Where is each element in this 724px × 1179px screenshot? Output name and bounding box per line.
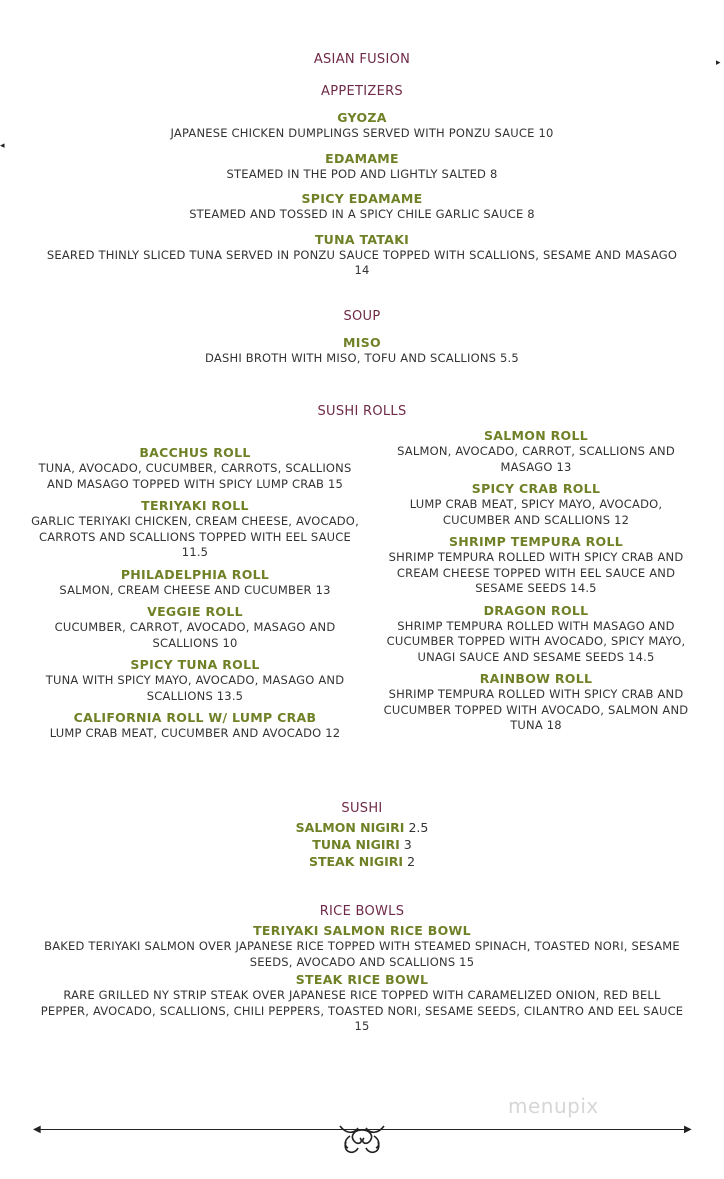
item-name: SPICY TUNA ROLL — [130, 657, 260, 672]
menu-item — [40, 836, 684, 853]
menu-item — [40, 819, 684, 836]
item-name: SPICY EDAMAME — [301, 191, 423, 206]
margin-arrow-icon: ▸ — [716, 58, 721, 68]
item-description: DASHI BROTH WITH MISO, TOFU AND SCALLIONS 5.5 — [205, 351, 519, 365]
item-description: TUNA, AVOCADO, CUCUMBER, CARROTS, SCALLIONS AND MASAGO TOPPED WITH SPICY LUMP CRAB 15 — [38, 461, 352, 491]
rice-bowls-list — [40, 923, 684, 1035]
item-description: STEAMED IN THE POD AND LIGHTLY SALTED 8 — [226, 166, 498, 181]
item-name: PHILADELPHIA ROLL — [120, 566, 270, 582]
item-description: SALMON, AVOCADO, CARROT, SCALLIONS AND MASAGO 13 — [397, 444, 675, 474]
menu-item — [30, 567, 360, 599]
item-price: 2 — [407, 854, 416, 869]
item-name: TUNA NIGIRI — [312, 837, 400, 852]
menu-item — [30, 498, 360, 561]
item-price: 2.5 — [408, 820, 429, 835]
menu-item — [40, 191, 684, 223]
item-price: 3 — [403, 837, 412, 852]
menu-item — [30, 604, 360, 651]
menu-heading: ASIAN FUSION — [313, 52, 411, 67]
item-description: SALMON, CREAM CHEESE AND CUCUMBER 13 — [59, 582, 331, 597]
item-name: STEAK RICE BOWL — [295, 972, 429, 987]
item-name: GYOZA — [337, 110, 387, 125]
menu-item — [40, 110, 684, 142]
menu-item — [40, 335, 684, 367]
menu-item — [378, 481, 694, 528]
sushi-rolls-right-column — [378, 428, 694, 740]
menu-item — [378, 671, 694, 734]
item-description: RARE GRILLED NY STRIP STEAK OVER JAPANESE RICE TOPPED WITH CARAMELIZED ONION, RED BELL PEPPER, AVOCADO, SCALLIONS, CHILI PEPPERS, TOASTED NORI, SESAME SEEDS, CILANTRO AND EEL SAUCE 15 — [40, 988, 684, 1033]
item-name: SPICY CRAB ROLL — [471, 481, 601, 496]
section-title-sushi: SUSHI — [341, 801, 383, 816]
menu-item — [40, 853, 684, 870]
menu-item — [30, 445, 360, 492]
item-name: STEAK NIGIRI — [308, 854, 404, 869]
menu-item — [40, 923, 684, 970]
menu-item — [30, 710, 360, 742]
menu-item — [378, 534, 694, 597]
flourish-ornament-icon — [332, 1124, 392, 1158]
sushi-list — [40, 819, 684, 870]
item-description: LUMP CRAB MEAT, SPICY MAYO, AVOCADO, CUCUMBER AND SCALLIONS 12 — [409, 497, 663, 527]
menu-item — [40, 972, 684, 1035]
item-description: JAPANESE CHICKEN DUMPLINGS SERVED WITH PONZU SAUCE 10 — [170, 126, 554, 140]
menu-item — [378, 428, 694, 475]
item-description: STEAMED AND TOSSED IN A SPICY CHILE GARLIC SAUCE 8 — [189, 207, 535, 221]
divider-arrow-right-icon: ▶ — [684, 1124, 692, 1135]
item-description: TUNA WITH SPICY MAYO, AVOCADO, MASAGO AND SCALLIONS 13.5 — [45, 673, 345, 703]
menu-item — [40, 151, 684, 183]
menu-item — [30, 657, 360, 704]
item-description: SHRIMP TEMPURA ROLLED WITH MASAGO AND CUCUMBER TOPPED WITH AVOCADO, SPICY MAYO, UNAGI SAUCE AND SESAME SEEDS 14.5 — [386, 618, 686, 664]
sushi-rolls-left-column — [30, 445, 360, 748]
item-description: SHRIMP TEMPURA ROLLED WITH SPICY CRAB AND CUCUMBER TOPPED WITH AVOCADO, SALMON AND TUNA 18 — [383, 687, 689, 732]
soup-list — [40, 335, 684, 367]
item-name: SHRIMP TEMPURA ROLL — [448, 534, 624, 549]
section-title-soup: SOUP — [343, 309, 381, 324]
divider-arrow-left-icon: ◀ — [33, 1124, 41, 1135]
item-name: EDAMAME — [325, 150, 399, 166]
item-name: BACCHUS ROLL — [139, 445, 251, 460]
item-name: CALIFORNIA ROLL W/ LUMP CRAB — [73, 710, 317, 725]
menu-item — [40, 232, 684, 279]
item-description: GARLIC TERIYAKI CHICKEN, CREAM CHEESE, AVOCADO, CARROTS AND SCALLIONS TOPPED WITH EEL SAUCE 11.5 — [31, 514, 359, 559]
item-name: SALMON ROLL — [483, 428, 588, 443]
item-name: DRAGON ROLL — [483, 602, 589, 618]
item-description: CUCUMBER, CARROT, AVOCADO, MASAGO AND SCALLIONS 10 — [54, 620, 336, 650]
section-title-appetizers: APPETIZERS — [321, 84, 403, 99]
item-name: TERIYAKI ROLL — [141, 498, 249, 513]
section-title-sushi-rolls: SUSHI ROLLS — [317, 404, 407, 419]
menu-item — [378, 603, 694, 666]
item-description: SEARED THINLY SLICED TUNA SERVED IN PONZU SAUCE TOPPED WITH SCALLIONS, SESAME AND MASAGO 14 — [46, 247, 678, 277]
item-name: TERIYAKI SALMON RICE BOWL — [253, 923, 471, 938]
item-name: TUNA TATAKI — [314, 231, 410, 247]
item-name: SALMON NIGIRI — [295, 820, 405, 835]
appetizers-list — [40, 110, 684, 279]
watermark: menupix — [508, 1094, 599, 1118]
item-description: SHRIMP TEMPURA ROLLED WITH SPICY CRAB AND CREAM CHEESE TOPPED WITH EEL SAUCE AND SESAME SEEDS 14.5 — [388, 550, 684, 595]
item-name: RAINBOW ROLL — [479, 671, 593, 686]
item-description: LUMP CRAB MEAT, CUCUMBER AND AVOCADO 12 — [49, 726, 341, 740]
item-description: BAKED TERIYAKI SALMON OVER JAPANESE RICE TOPPED WITH STEAMED SPINACH, TOASTED NORI, SESAME SEEDS, AVOCADO AND SCALLIONS 15 — [44, 939, 680, 969]
section-title-rice-bowls: RICE BOWLS — [319, 904, 405, 919]
item-name: VEGGIE ROLL — [147, 604, 243, 619]
item-name: MISO — [343, 335, 381, 350]
margin-arrow-icon: ◂ — [0, 141, 5, 151]
